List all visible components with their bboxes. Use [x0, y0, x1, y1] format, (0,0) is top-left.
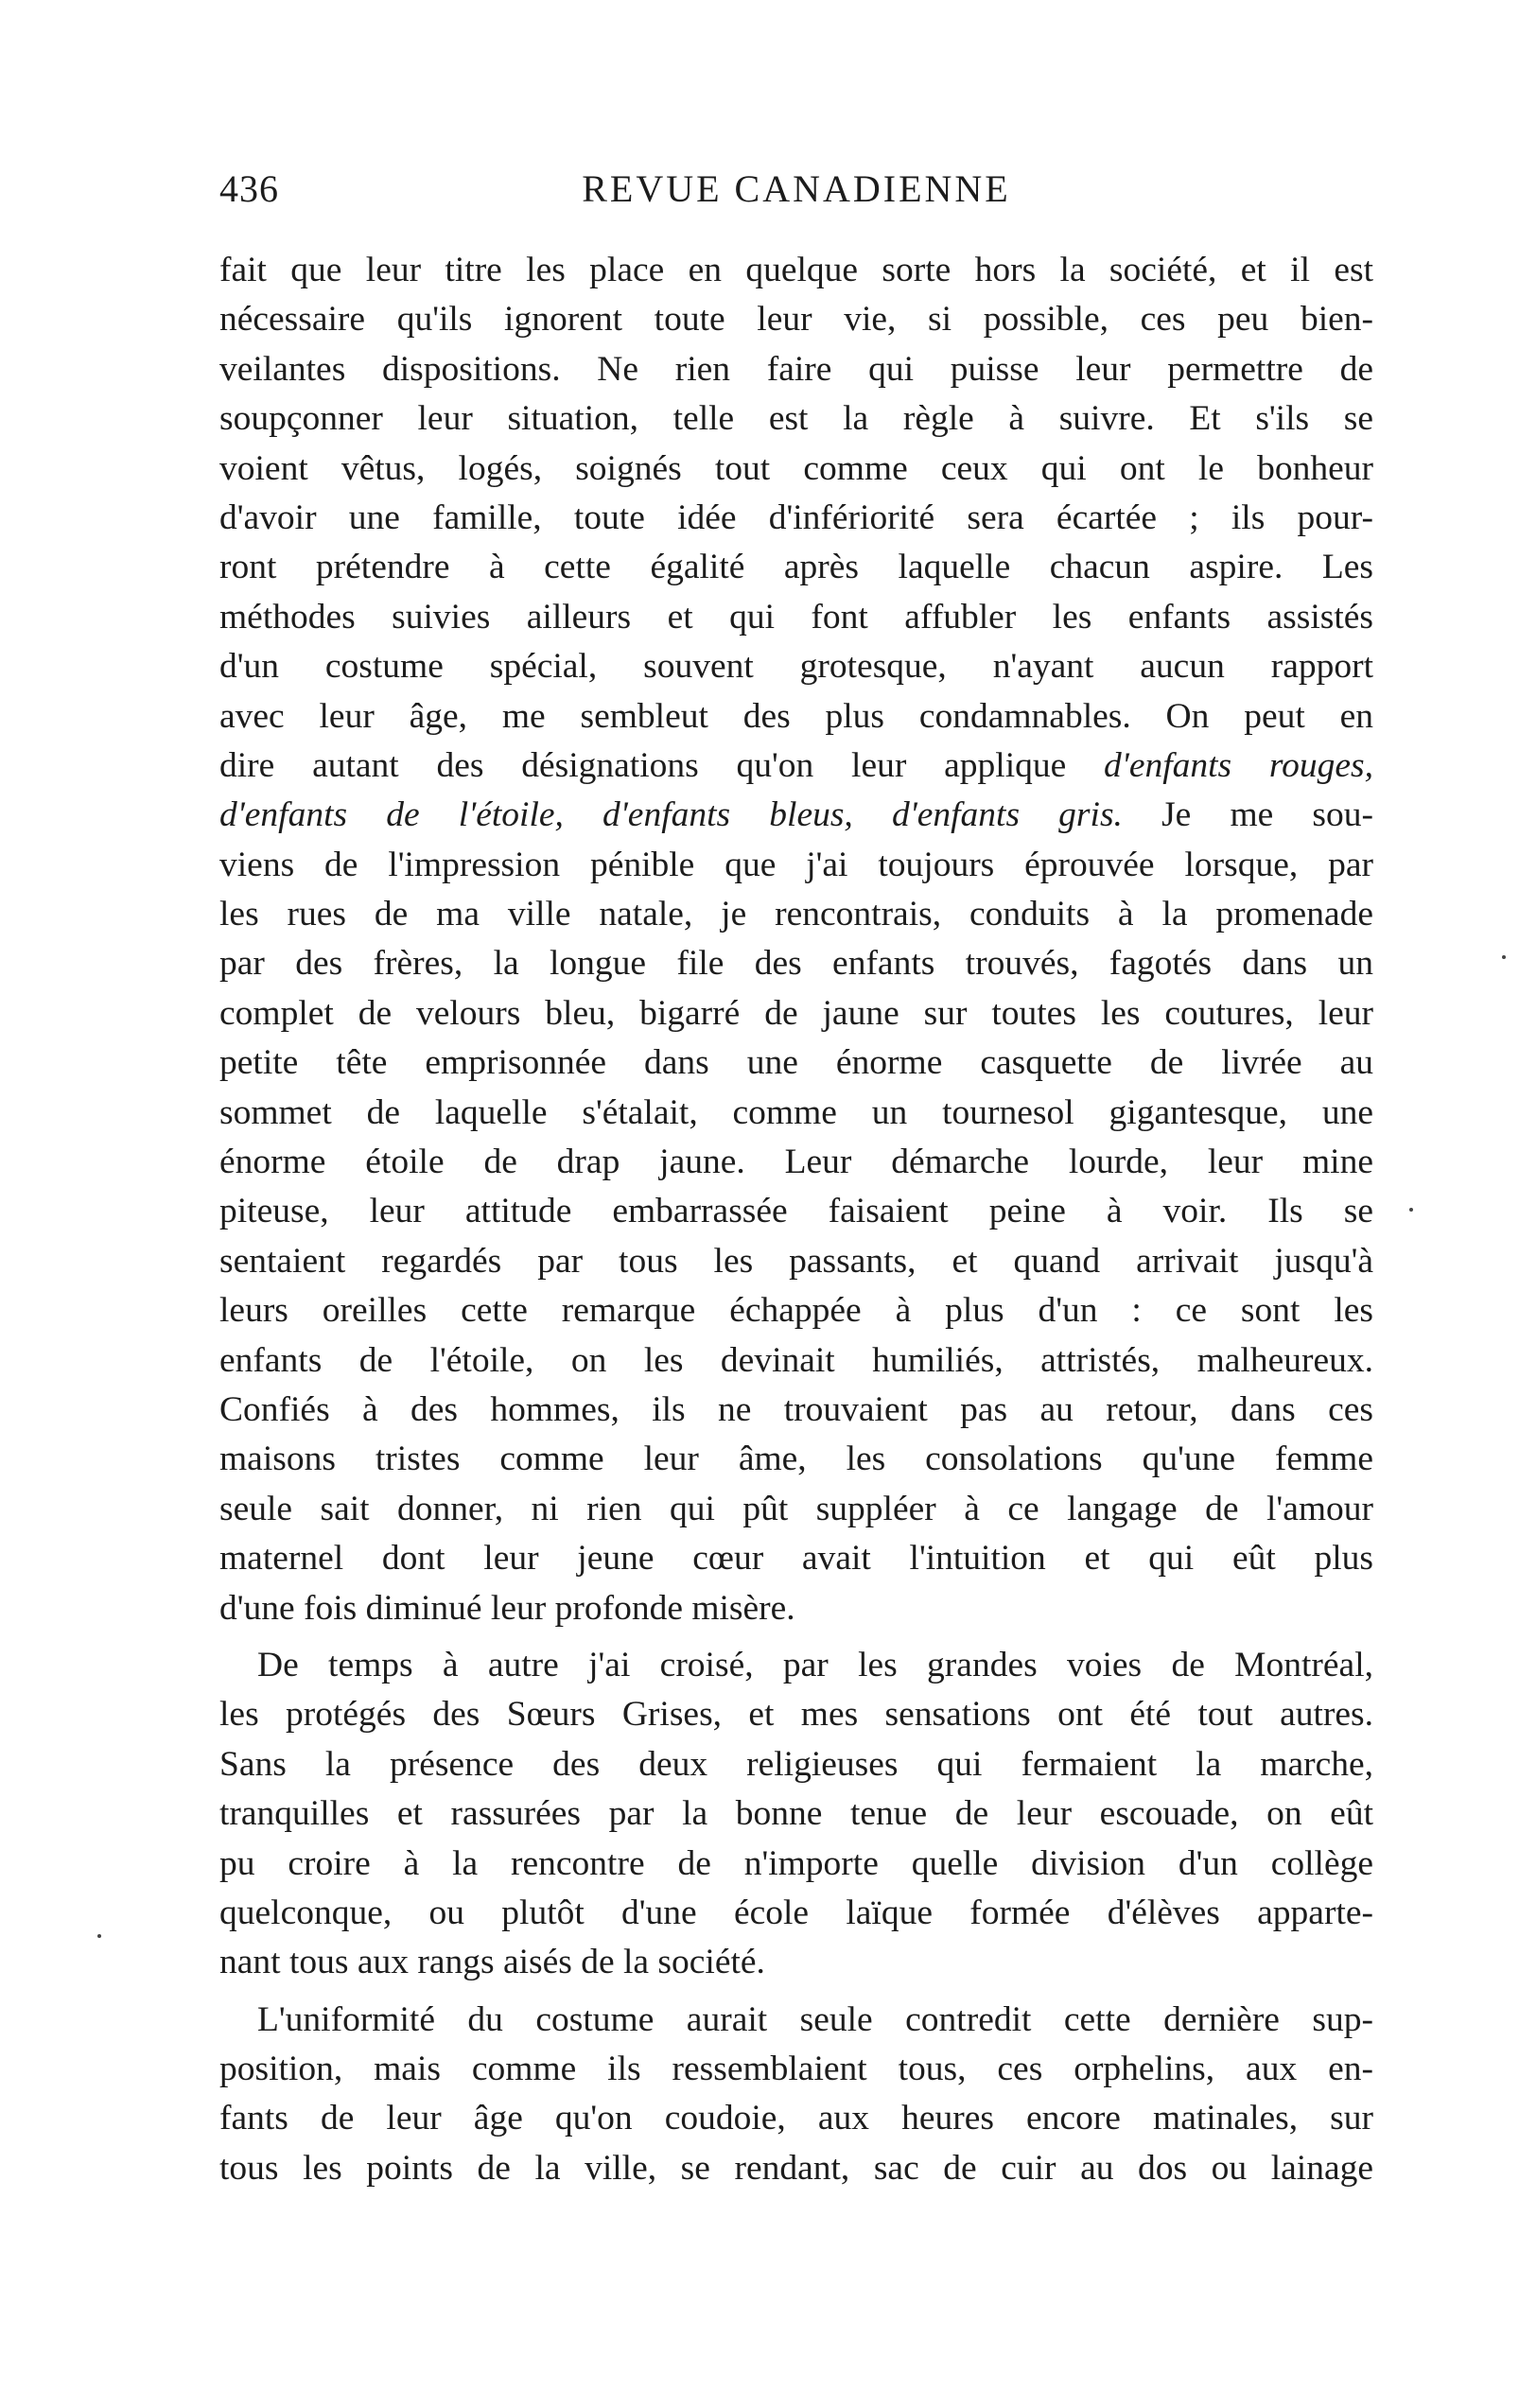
text-line: énorme étoile de drap jaune. Leur démarche lourde, leur mine: [219, 1143, 1373, 1182]
text-line: maternel dont leur jeune cœur avait l'intuition et qui eût plus: [219, 1539, 1373, 1579]
text-line: ront prétendre à cette égalité après laquelle chacun aspire. Les: [219, 548, 1373, 587]
text-line: Sans la présence des deux religieuses qui fermaient la marche,: [219, 1744, 1373, 1784]
paragraph-3: [219, 1996, 1373, 2194]
text-line: seule sait donner, ni rien qui pût suppléer à ce langage de l'amour: [219, 1489, 1373, 1528]
text-line: quelconque, ou plutôt d'une école laïque formée d'élèves apparte-: [219, 1893, 1373, 1932]
text-line: nant tous aux rangs aisés de la société.: [219, 1943, 765, 1982]
text-line: piteuse, leur attitude embarrassée faisaient peine à voir. Ils se: [219, 1192, 1373, 1231]
scan-speck: [97, 1934, 101, 1938]
text-segment: Je me sou-: [1122, 795, 1373, 835]
text-line: tranquilles et rassurées par la bonne tenue de leur escouade, on eût: [219, 1794, 1373, 1834]
text-line: position, mais comme ils ressemblaient tous, ces orphelins, aux en-: [219, 2050, 1373, 2089]
text-line: [219, 791, 1373, 840]
scan-speck: [1502, 955, 1506, 959]
text-line: nécessaire qu'ils ignorent toute leur vie, si possible, ces peu bien-: [219, 300, 1373, 340]
scan-speck: [1409, 1208, 1413, 1212]
text-line: avec leur âge, me sembleut des plus condamnables. On peut en: [219, 696, 1373, 736]
text-line: Confiés à des hommes, ils ne trouvaient pas au retour, dans ces: [219, 1389, 1373, 1429]
text-line: sommet de laquelle s'étalait, comme un tournesol gigantesque, une: [219, 1092, 1373, 1132]
text-line: pu croire à la rencontre de n'importe quelle division d'un collège: [219, 1843, 1373, 1883]
text-line: enfants de l'étoile, on les devinait humiliés, attristés, malheureux.: [219, 1340, 1373, 1380]
text-line: fait que leur titre les place en quelque sorte hors la société, et il est: [219, 251, 1373, 289]
text-line: d'avoir une famille, toute idée d'infériorité sera écartée ; ils pour-: [219, 497, 1373, 537]
paragraph-gap: [219, 1988, 1373, 1996]
text-line: soupçonner leur situation, telle est la règle à suivre. Et s'ils se: [219, 399, 1373, 439]
running-title: REVUE CANADIENNE: [582, 167, 1011, 210]
italic-term: d'enfants de l'étoile, d'enfants bleus, d'enfants gris.: [219, 795, 1123, 835]
text-line: veilantes dispositions. Ne rien faire qui puisse leur permettre de: [219, 349, 1373, 389]
page-number: 436: [219, 167, 279, 210]
paragraph-gap: [219, 1633, 1373, 1641]
text-line: leurs oreilles cette remarque échappée à plus d'un : ce sont les: [219, 1291, 1373, 1331]
text-line: les protégés des Sœurs Grises, et mes sensations ont été tout autres.: [219, 1695, 1373, 1735]
text-line: complet de velours bleu, bigarré de jaune sur toutes les coutures, leur: [219, 993, 1373, 1033]
text-line: De temps à autre j'ai croisé, par les grandes voies de Montréal,: [257, 1645, 1373, 1684]
text-line: L'uniformité du costume aurait seule contredit cette dernière sup-: [257, 1999, 1373, 2039]
text-line: viens de l'impression pénible que j'ai toujours éprouvée lorsque, par: [219, 845, 1373, 884]
paragraph-2: [219, 1641, 1373, 1988]
text-line: tous les points de la ville, se rendant, sac de cuir au dos ou lainage: [219, 2148, 1373, 2188]
text-line: sentaient regardés par tous les passants, et quand arrivait jusqu'à: [219, 1241, 1373, 1281]
text-line: fants de leur âge qu'on coudoie, aux heures encore matinales, sur: [219, 2099, 1373, 2138]
text-line: d'un costume spécial, souvent grotesque, n'ayant aucun rapport: [219, 647, 1373, 687]
page-header: [219, 166, 1373, 223]
text-line: [219, 742, 1373, 791]
paragraph-1: [219, 246, 1373, 1633]
text-line: petite tête emprisonnée dans une énorme casquette de livrée au: [219, 1043, 1373, 1083]
text-line: maisons tristes comme leur âme, les consolations qu'une femme: [219, 1440, 1373, 1479]
text-line: par des frères, la longue file des enfants trouvés, fagotés dans un: [219, 944, 1373, 984]
italic-term: d'enfants rouges,: [1104, 745, 1373, 785]
text-segment: dire autant des désignations qu'on leur applique: [219, 745, 1105, 785]
text-line: les rues de ma ville natale, je rencontrais, conduits à la promenade: [219, 895, 1373, 934]
text-line: méthodes suivies ailleurs et qui font affubler les enfants assistés: [219, 597, 1373, 637]
body-text: [219, 246, 1373, 2193]
text-line: d'une fois diminué leur profonde misère.: [219, 1588, 795, 1628]
text-line: voient vêtus, logés, soignés tout comme ceux qui ont le bonheur: [219, 448, 1373, 488]
